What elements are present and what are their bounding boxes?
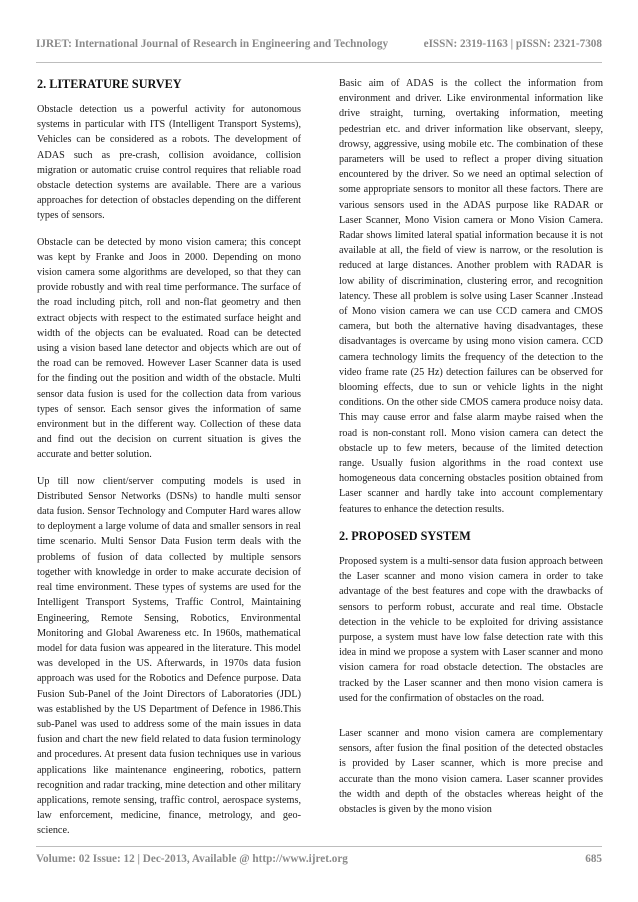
page-number: 685 (585, 853, 602, 865)
body-paragraph: Up till now client/server computing models is used in Distributed Sensor Networks (DSNs) to handle multi sensor data fusion. Sensor Technology and Computer Hard wares allow to deployment a large volume of data and smaller sensors in real time scenario. Multi Sensor Data Fusion term deals with the problems of fusion of data collected by multiple sensors together with knowledge in order to make accurate decision of real time environment. These types of systems are used for the Intelligent Transport Systems, Traffic Control, Maintaining Engineering, Remote Sensing, Robotics, Environmental Monitoring and Global Awareness etc. In 1960s, mathematical model for data fusion was appeared in the literature. This model was developed in the US. Afterwards, in 1970s data fusion approach was used for the Robotics and Defence purpose. Data Fusion Sub-Panel of the Joint Directors of Laboratories (JDL) was established by the US Department of Defence in 1986.This sub-Panel was used to address some of the main issues in data fusion and chart the new field related to data fusion terminology and procedures. At present data fusion techniques use in various applications like maintenance engineering, robotics, pattern recognition and radar tracking, mine detection and other military applications, remote sensing, traffic control, aerospace systems, law enforcement, medicine, finance, metrology, and geo-science. (37, 475, 301, 837)
proposed-system-heading: 2. PROPOSED SYSTEM (339, 528, 471, 543)
body-paragraph: Proposed system is a multi-sensor data fusion approach between the Laser scanner and mono vision camera in order to take advantage of the best features and cope with the drawbacks of sensors to perform robust, accurate and real time. Obstacle detection in the vehicle to be exploited for driving assistance purpose, a system must have low false detection rate with this idea in mind we propose a system with Laser scanner and mono vision camera for road obstacle detection. The obstacles are tracked by the Laser scanner and then mono vision camera is used for the confirmation of obstacles on the road. (339, 555, 603, 704)
footer-divider (36, 846, 602, 847)
literature-survey-heading: 2. LITERATURE SURVEY (37, 77, 182, 91)
right-column (339, 76, 603, 828)
left-column (37, 76, 301, 850)
body-paragraph: Obstacle detection us a powerful activity for autonomous systems in particular with ITS (Intelligent Transport Systems), Vehicles can be considered as a robots. The development of ADAS such as pre-crash, collision avoidance, collision migration or automatic cruise control requires that reliable road obstacle detection systems are available. There are a various approaches for detection of obstacles depending on the different types of sensors. (37, 104, 301, 222)
header-divider (36, 62, 602, 63)
issn-info: eISSN: 2319-1163 | pISSN: 2321-7308 (423, 38, 602, 50)
body-paragraph: Basic aim of ADAS is the collect the information from environment and driver. Like environmental information like drive straight, turning, overtaking information, meeting pedestrian etc. and driver information like observant, sleepy, drowsy, aggressive, using mobile etc. The combination of these parameters will be used to reflect a proper diving situation encountered by the driver. So we need an optimal selection of some appropriate sensors to monitor all these factors. There are various sensors used in the ADAS purpose like RADAR or Laser Scanner, Mono Vision camera or Mono Vision Camera. Radar shows limited lateral spatial information because it is not available at all, the field of view is narrow, or the resolution is reduced at large distances. Another problem with RADAR is low ability of discrimination, clustering error, and recognition latency. These all problem is solve using Laser Scanner .Instead of Mono vision camera we can use CCD camera and CMOS camera, but both the alternative having disadvantages, these disadvantages is overcame by using mono vision camera. CCD camera technology limits the frequency of the detection to the video frame rate (25 Hz) detection failures can be observed for blooming effects, due to sun or vehicle lights in the night conditions. On the other side CMOS camera produce noisy data. This may cause error and false alarm maybe raised when the road is non-constant roll. Mono vision camera can detect the obstacle up to few meters, because of the limited detection range. Usually fusion algorithms in the road context use homogeneous data concerning obstacles position obtained from Laser scanner and hardly take into account complementary features to enhance the detection results. (339, 78, 603, 515)
journal-title: IJRET: International Journal of Research in Engineering and Technology (36, 38, 389, 50)
volume-info: Volume: 02 Issue: 12 | Dec-2013, Available @ http://www.ijret.org (36, 853, 348, 865)
body-paragraph: Laser scanner and mono vision camera are complementary sensors, after fusion the final position of the detected obstacles is provided by Laser scanner, which is more precise and accurate than the mono vision camera. Laser scanner provides the width and depth of the obstacles whereas height of the obstacles is given by the mono vision (339, 727, 603, 815)
body-paragraph: Obstacle can be detected by mono vision camera; this concept was kept by Franke and Joos in 2000. Depending on mono vision camera some algorithms are developed, so that they can provide robustly and with real time performance. The surface of the road including pitch, roll and non-flat geometry and then extract objects with respect to the estimated surface height and width of the objects can be evaluated. Road can be detected using a vision based lane detector and objects which are out of the road can be removed. However Laser Scanner data is used for the finding out the position and width of the obstacle. Multi sensor data fusion is used for the collection data from various types of sensor. Each sensor gives the information of same environment but in the different way. Collection of these data and find out the decision on current situation is gives the accurate and better solution. (37, 236, 301, 461)
